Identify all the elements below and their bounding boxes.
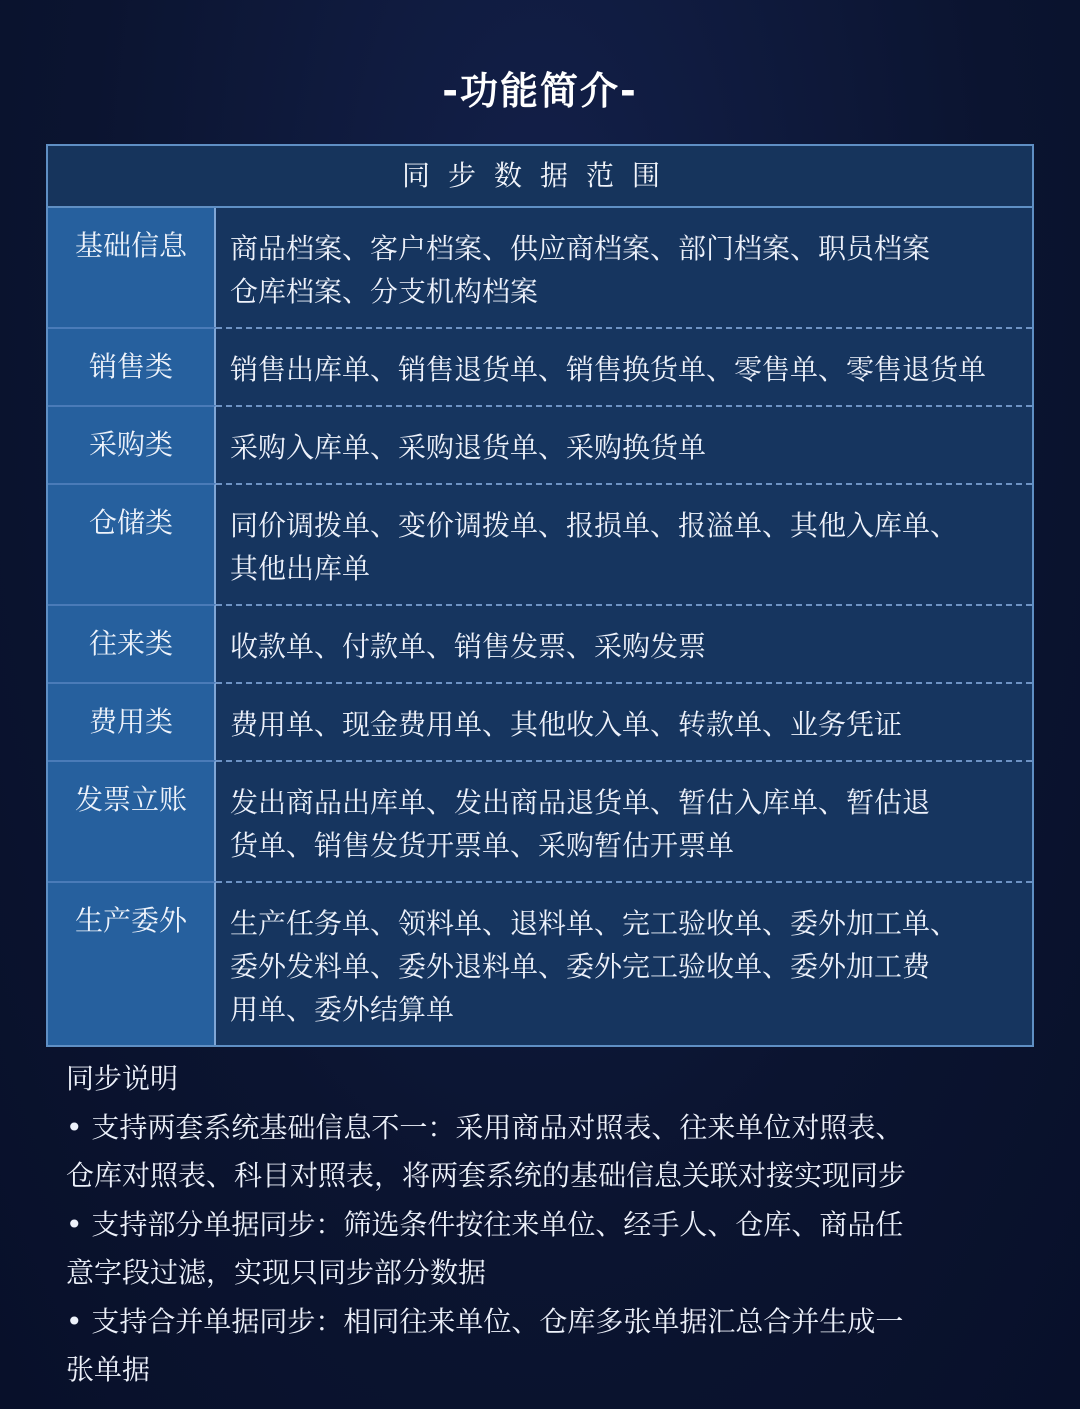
- row-content: 销售出库单、销售退货单、销售换货单、零售单、零售退货单: [216, 327, 1032, 405]
- row-label: 费用类: [48, 682, 216, 760]
- sync-notes: [66, 1055, 1026, 1395]
- table-row-purchase: [48, 405, 1032, 483]
- row-content: 收款单、付款单、销售发票、采购发票: [216, 604, 1032, 682]
- note-item: • 支持部分单据同步：筛选条件按往来单位、经手人、仓库、商品任 意字段过滤，实现只同步部分数据: [66, 1207, 904, 1289]
- table-row-sales: [48, 327, 1032, 405]
- row-label: 发票立账: [48, 760, 216, 881]
- row-label: 基础信息: [48, 208, 216, 327]
- table-row-invoice-ledger: [48, 760, 1032, 881]
- note-item: • 支持合并单据同步：相同往来单位、仓库多张单据汇总合并生成一 张单据: [66, 1304, 904, 1386]
- row-label: 生产委外: [48, 881, 216, 1045]
- row-label: 仓储类: [48, 483, 216, 604]
- table-row-basic-info: [48, 208, 1032, 327]
- table-row-production-outsourcing: [48, 881, 1032, 1045]
- row-label: 往来类: [48, 604, 216, 682]
- row-content: 生产任务单、领料单、退料单、完工验收单、委外加工单、 委外发料单、委外退料单、委外完工验收单、委外加工费 用单、委外结算单: [216, 881, 1032, 1045]
- notes-heading: 同步说明: [66, 1062, 179, 1095]
- row-label: 销售类: [48, 327, 216, 405]
- table-row-warehouse: [48, 483, 1032, 604]
- row-content: 商品档案、客户档案、供应商档案、部门档案、职员档案 仓库档案、分支机构档案: [216, 208, 1032, 327]
- row-content: 采购入库单、采购退货单、采购换货单: [216, 405, 1032, 483]
- row-content: 同价调拨单、变价调拨单、报损单、报溢单、其他入库单、 其他出库单: [216, 483, 1032, 604]
- page-title: -功能简介-: [442, 69, 638, 113]
- row-label: 采购类: [48, 405, 216, 483]
- sync-scope-table: [46, 144, 1034, 1047]
- row-content: 费用单、现金费用单、其他收入单、转款单、业务凭证: [216, 682, 1032, 760]
- table-row-accounts: [48, 604, 1032, 682]
- row-content: 发出商品出库单、发出商品退货单、暂估入库单、暂估退 货单、销售发货开票单、采购暂估开票单: [216, 760, 1032, 881]
- note-item: • 支持两套系统基础信息不一：采用商品对照表、往来单位对照表、 仓库对照表、科目对照表，将两套系统的基础信息关联对接实现同步: [66, 1110, 907, 1192]
- table-header: 同步数据范围: [48, 146, 1032, 208]
- table-row-expenses: [48, 682, 1032, 760]
